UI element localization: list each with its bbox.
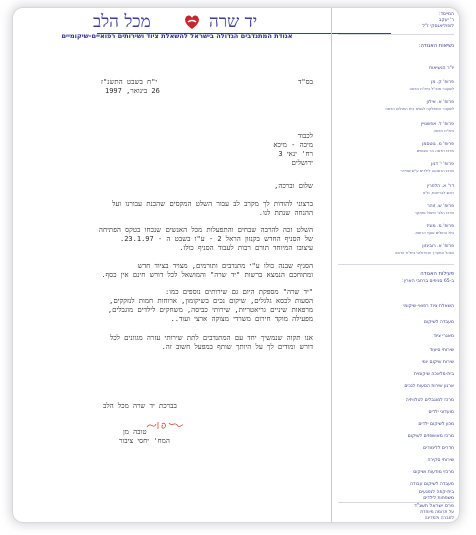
sidebar-activity-item: מכון לשיקום ילדים — [418, 422, 454, 427]
sidebar-activity-item: מאגרי ציוד — [433, 334, 454, 339]
sidebar-divider — [338, 264, 454, 265]
recipient-line: ירושלים — [291, 159, 313, 167]
sidebar-council-sub: מרכז הדסה הר הצופים — [416, 148, 454, 153]
body-line: "יד שרה" מספקת היום גם שירותים נוספים כמו: — [164, 288, 313, 296]
sidebar-council-sub: לשעבר המחלקה לגסיא בית החולים הדסה — [385, 106, 454, 111]
signer-title: המח' יחסי ציבור — [119, 437, 170, 445]
body-line: אנו תקוה שנמשיך יחד עם המתנדבים לתת שירותי עזרה מגוונים לכל — [109, 334, 313, 342]
sidebar-activity-item: שירות שיקום יומי — [421, 360, 454, 365]
sidebar-divider — [338, 34, 454, 35]
sidebar-council-item: יו"ר הנשיאות — [429, 66, 454, 71]
letterhead-sidebar — [331, 8, 459, 522]
logo-text-mikol-halev: מכל הלב — [93, 12, 151, 32]
sidebar-activity-item: ארגון שירות הסעות לנכים — [404, 384, 454, 389]
sidebar-activity-item: מרכז מאושפזים לשיקום — [407, 434, 454, 439]
signer-name: טובה מן — [123, 428, 147, 436]
body-line: מפעילה מוקד חירום משרדי מצוקה ארצי ועוד.. — [170, 315, 313, 323]
body-line: מרפאות שיניים גריאטריות, שירותי כביסה, משחקים לילדים מוגבלים, — [107, 306, 313, 314]
sidebar-activity-item: שירותי סיעוד — [429, 348, 454, 353]
sidebar-activity-item: משפחות לילדים — [423, 496, 454, 501]
sidebar-council-sub: ראש לבריאות, ת"א — [422, 190, 454, 195]
sidebar-activity-item: שירותי סקירה — [427, 458, 454, 463]
sidebar-council-sub: בית החולים אסף הרופא — [415, 230, 454, 235]
sidebar-council-item: פרופ' מ. גוטסמן — [422, 142, 454, 147]
sidebar-activity-item: מרכז למוגבלים לטלוויזיה — [405, 398, 454, 403]
body-line: השלט זכה להרבה שבחים והתפעלות מכל האנשים שנכחו בטקס הפתיחה — [98, 226, 313, 234]
body-line: עיצובו המיוחד תורם רבות לעבוד הסניף כולו. — [179, 244, 313, 252]
body-line: הסעות לכסא גלגלים, שיקום נכים בשיקומון, ארוחות חמות לנזקקים, — [109, 297, 313, 305]
sidebar-council-sub: בית"ח הדסה — [433, 128, 454, 133]
body-line: ברצוני להודות לך מקרב לב עבור השלט המקסים שהכנת עבורנו ועל — [112, 200, 313, 208]
sidebar-prize-line: על תרומה מיוחדת — [420, 510, 454, 515]
sidebar-prize-line: פרס ישראל תשנ"ד — [414, 503, 454, 509]
recipient-line: מיכה - מיכא — [273, 141, 313, 149]
date-gregorian: 26 בינואר, 1997 — [105, 87, 160, 95]
sidebar-council-sub: מנהל המערך הנוירולוגי בית"ח הדסה — [394, 250, 454, 255]
body-line: דורש ומודים לך על היותך שותף במפעל חשוב זה. — [161, 343, 313, 351]
sidebar-council-item: פרופ' ק. מן — [431, 80, 454, 85]
recipient-line: לכבוד — [297, 132, 313, 140]
sidebar-founder-surname: לופוליאנסקי ז"ל — [422, 24, 454, 29]
body-line: ומתוחכם הנמצא ברשות "יד שרה" והמושאל לכל דורש חינם אין כסף. — [101, 271, 313, 279]
sidebar-activity-item: בית-קפה לנפגעים — [418, 490, 454, 495]
recipient-line: רח' ינאי 3 — [278, 150, 313, 158]
sidebar-founder-label: המייסד: — [438, 12, 454, 17]
sidebar-council-item: פרופ' ל. אפשטיין — [420, 122, 454, 127]
bsd-mark: בס"ד — [298, 78, 313, 86]
letterhead-logo — [79, 12, 311, 34]
logo-text-yad-sarah: יד שרה — [209, 12, 258, 32]
sidebar-activity-item: השאלת ציוד רפואי-שיקומי — [403, 304, 454, 309]
sidebar-activity-item: מעבדה לשיקום — [423, 320, 454, 325]
sidebar-activity-item: מועדוני ילדים — [428, 410, 454, 415]
sidebar-council-sub: לשעבר מנכ"ל בית"ח הדסה — [409, 86, 454, 91]
sidebar-council-item: דר' א. הלפרין — [426, 184, 454, 189]
heart-hands-icon — [183, 14, 201, 30]
sidebar-council-item: פרופ' מ. מוניז — [426, 224, 454, 229]
sidebar-council-item: פרופ' א. רובינזון — [422, 244, 454, 249]
sidebar-council-item: פרופ' ש. זוהר — [427, 204, 454, 209]
closing-line: בברכת יד שרה מכל הלב — [103, 402, 177, 410]
body-line: ההנחה שנתת לנו. — [258, 209, 313, 217]
body-line: הסניף שבנה כולו ע"י מתנדבים ותורמים, מצויד בציוד חדש — [137, 262, 313, 270]
sidebar-council-title: נשיאות האגודה: — [418, 43, 454, 49]
sidebar-prize-line: לחברה ולמדינה — [424, 516, 454, 521]
sidebar-founder-name: ר' יעקב — [438, 18, 454, 23]
body-line: של הסניף החדש בקנזון הראל 2 - ע"ו בשבט ה - 23.1.97. — [120, 235, 313, 243]
letter-page — [13, 8, 459, 522]
sidebar-activities-subtitle: ב-65 סניפים ברחבי הארץ: — [402, 279, 454, 284]
organization-tagline: אגודת המתנדבים הגדולה בישראל להשאלת ציוד ושירותים רפואיים-שיקומיים — [61, 32, 293, 40]
sidebar-council-sub: מרכז הרפואה לילדים ע"ש שניידר — [400, 168, 454, 173]
sidebar-activity-item: מעבדה לשיקום עבודה — [410, 482, 454, 487]
date-hebrew: י"ח בשבט התשנ"ז — [101, 78, 158, 86]
sidebar-activity-item: מרכזי מודעות ושיקום — [413, 470, 454, 475]
sidebar-activity-item: בית-מלאכה שיקומית — [413, 372, 454, 377]
sidebar-council-item: פרופ' א. אילון — [426, 100, 454, 105]
sidebar-activity-item: חדרים ללימודים — [423, 446, 454, 451]
sidebar-activities-title: פעילות האגודה — [420, 271, 454, 277]
sidebar-council-sub: מרכז הלב' טיפול ומחקר — [414, 210, 454, 215]
greeting: שלום וברכה, — [274, 182, 313, 190]
sidebar-council-item: פרופ' י' דנון — [431, 162, 454, 167]
